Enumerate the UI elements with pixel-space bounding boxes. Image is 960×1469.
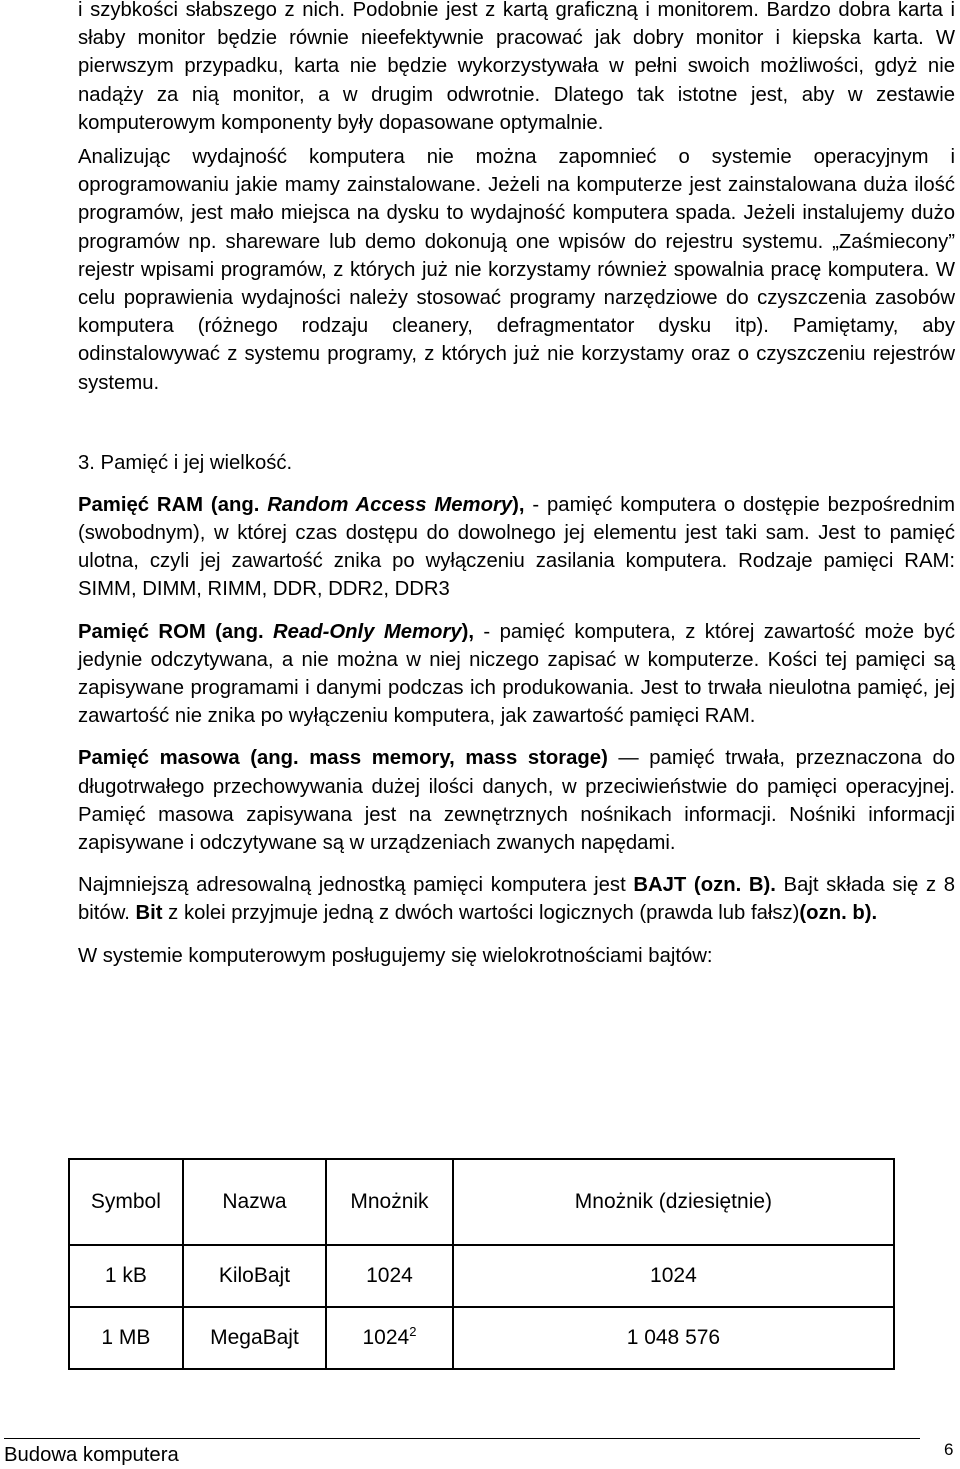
cell-decimal: 1 048 576 [453,1307,894,1369]
header-multiplier: Mnożnik [326,1159,453,1245]
cell-multiplier-base: 1024 [362,1326,410,1349]
cell-symbol: 1 MB [69,1307,183,1369]
paragraph-component-matching: i szybkości słabszego z nich. Podobnie jest z kartą graficzną i monitorem. Bardzo dobra karta i słaby monitor będzie równie nieefektywnie pracować jak dobry monitor i kiepska karta. W pierwszym przypadku, karta nie będzie wykorzystywała w pełni swoich możliwości, gdyż nie nadąży za nią monitor, a w drugim odwrotnie. Dlatego tak istotne jest, aby w zestawie komputerowym komponenty były dopasowane optymalnie. [78,0,955,134]
mass-storage-definition: — pamięć trwała, przeznaczona do długotrwałego przechowywania dużej ilości danych, w przeciwieństwie do pamięci operacyjnej. Pamięć masowa zapisywana jest na zewnętrznych nośnikach informacji. Nośniki informacji zapisywane i odczytywane są w urządzeniach zwanych napędami. [78,747,956,855]
header-multiplier-decimal-label: Mnożnik (dziesiętnie) [574,1190,773,1213]
byte-text-1: Najmniejszą adresowalną jednostką pamięci komputera jest [78,874,634,897]
byte-term: BAJT (ozn. B). [633,874,776,897]
cell-multiplier: 1024 [326,1245,453,1307]
rom-term-end: ), [461,620,475,643]
cell-symbol: 1 kB [69,1245,183,1307]
page-number: 6 [944,1440,954,1459]
rom-definition: - pamięć komputera, z której zawartość może być jedynie odczytywana, a nie można w niej niczego zapisać w komputerze. Kości tej pamięci są zapisywane programami i danymi podczas ich produkowania. Jest to trwała nieulotna pamięć, jej zawartość nie znika po wyłączeniu komputera, jak zawartość pamięci RAM. [78,620,956,728]
cell-name: KiloBajt [183,1245,326,1307]
cell-name: MegaBajt [183,1307,326,1369]
ram-term [78,494,525,516]
bit-notation: (ozn. b). [799,902,878,925]
ram-term-end: ), [512,493,525,516]
cell-multiplier-exponent: 2 [409,1324,417,1339]
ram-term-expansion: Random Access Memory [267,493,513,516]
paragraph-software-performance: Analizując wydajność komputera nie można zapomnieć o systemie operacyjnym i oprogramowaniu jakie mamy zainstalowane. Jeżeli na komputerze jest zainstalowana duża ilość programów, jest mało miejsca na dysku to wydajność komputera spada. Jeżeli instalujemy dużo programów np. shareware lub demo dokonują one wpisów do rejestru systemu. „Zaśmiecony” rejestr wpisami programów, z których już nie korzystamy również spowalnia pracę komputera. W celu poprawienia wydajności należy stosować programy narzędziowe do czyszczenia zasobów komputera (różnego rodzaju cleanery, defragmentator dysku itp). Pamiętamy, aby odinstalowywać z systemu programy, z których już nie korzystamy oraz o czyszczeniu rejestrów systemu. [78,146,955,394]
table-row [69,1245,894,1307]
table-header-row [69,1159,894,1245]
footer-title: Budowa komputera [4,1444,179,1466]
paragraph-rom [78,618,955,731]
header-name: Nazwa [183,1159,326,1245]
paragraph-multiples-intro: W systemie komputerowym posługujemy się wielokrotnościami bajtów: [78,944,713,967]
cell-decimal: 1024 [453,1245,894,1307]
byte-text-3: z kolei przyjmuje jedną z dwóch wartości logicznych (prawda lub fałsz) [162,902,800,925]
mass-storage-term: Pamięć masowa (ang. mass memory, mass storage) [78,747,608,770]
paragraph-ram [78,491,955,604]
byte-multiples-table [68,1158,895,1370]
rom-term [78,621,474,643]
section-heading: 3. Pamięć i jej wielkość. [78,451,293,474]
ram-definition: - pamięć komputera o dostępie bezpośrednim (swobodnym), w której czas dostępu do dowolnego jej elementu jest taki sam. Jest to pamięć ulotna, czyli jej zawartość znika po wyłączeniu zasilania komputera. Rodzaje pamięci RAM: SIMM, DIMM, RIMM, DDR, DDR2, DDR3 [78,493,955,601]
byte-text-2: Bajt składa się z 8 bitów. [78,874,956,925]
rom-term-label: Pamięć ROM (ang. [78,620,274,643]
paragraph-byte [78,871,955,927]
paragraph-mass-storage [78,744,955,857]
header-symbol: Symbol [69,1159,183,1245]
header-multiplier-decimal [453,1159,894,1245]
ram-term-label: Pamięć RAM (ang. [78,493,268,516]
bit-term: Bit [135,902,163,925]
document-page [78,0,955,970]
rom-term-expansion: Read-Only Memory [273,620,462,643]
footer-divider [4,1438,920,1439]
table-row [69,1307,894,1369]
cell-multiplier [326,1307,453,1369]
